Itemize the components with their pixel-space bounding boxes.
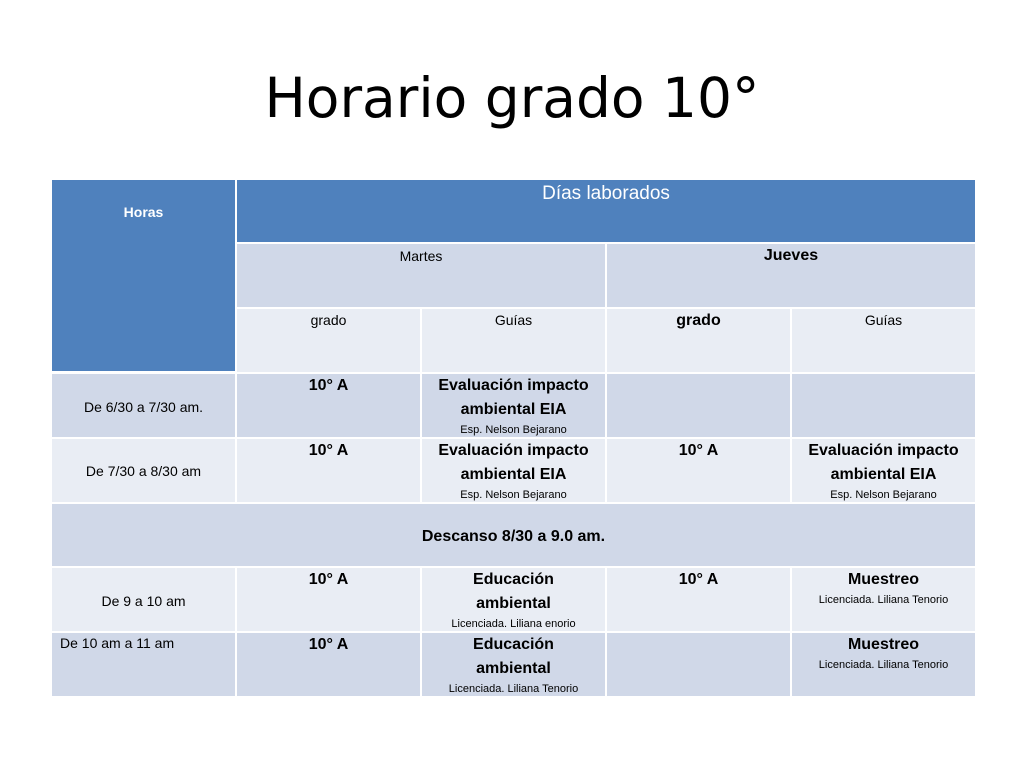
- row-1-hora-label: De 6/30 a 7/30 am.: [83, 399, 204, 415]
- row-4-martes-docente: Licenciada. Liliana Tenorio: [448, 683, 579, 695]
- row-4-jueves-guia: [792, 633, 975, 696]
- header-grado-jueves-label: grado: [676, 312, 721, 329]
- header-jueves-label: Jueves: [763, 247, 819, 264]
- header-martes-label: Martes: [399, 248, 443, 264]
- header-dias-laborados: [237, 180, 975, 242]
- row-2-jueves-guia-label: Evaluación impacto ambiental EIA: [808, 442, 959, 483]
- row-3-hora-label: De 9 a 10 am: [101, 593, 186, 609]
- row-1-martes-grado-label: 10° A: [308, 377, 349, 394]
- row-2-martes-guia-label: Evaluación impacto ambiental EIA: [438, 442, 589, 483]
- row-3-martes-guia-label: Educación ambiental: [473, 571, 554, 612]
- row-4-hora: [52, 633, 235, 696]
- header-horas-label: Horas: [123, 204, 164, 220]
- row-2-martes-grado-label: 10° A: [308, 442, 349, 459]
- row-4-jueves-docente: Licenciada. Liliana Tenorio: [818, 659, 949, 671]
- row-1-hora: [52, 374, 235, 437]
- row-4-jueves-grado: [607, 633, 790, 696]
- header-guias-martes-label: Guías: [494, 312, 533, 328]
- row-3-martes-docente: Licenciada. Liliana enorio: [451, 618, 576, 630]
- row-2-hora-label: De 7/30 a 8/30 am: [85, 463, 202, 479]
- header-guias-jueves: [792, 309, 975, 372]
- header-dias-label: Días laborados: [542, 183, 670, 204]
- row-4-martes-guia-label: Educación ambiental: [473, 636, 554, 677]
- row-2-martes-docente: Esp. Nelson Bejarano: [460, 489, 567, 501]
- row-2-martes-grado: [237, 439, 420, 502]
- row-2-martes-guia: [422, 439, 605, 502]
- row-3-jueves-guia: [792, 568, 975, 631]
- row-3-jueves-guia-label: Muestreo: [847, 571, 920, 588]
- page-title: Horario grado 10°: [264, 66, 760, 130]
- row-1-martes-grado: [237, 374, 420, 437]
- row-3-martes-guia: [422, 568, 605, 631]
- header-grado-martes-label: grado: [310, 312, 347, 328]
- row-4-martes-grado: [237, 633, 420, 696]
- row-1-jueves-guia: [792, 374, 975, 437]
- row-4-hora-label: De 10 am a 11 am: [60, 635, 175, 651]
- row-2-jueves-guia: [792, 439, 975, 502]
- row-3-jueves-grado-label: 10° A: [678, 571, 719, 588]
- row-3-martes-grado: [237, 568, 420, 631]
- row-3-jueves-docente: Licenciada. Liliana Tenorio: [818, 594, 949, 606]
- header-martes: [237, 244, 605, 307]
- header-grado-martes: [237, 309, 420, 372]
- row-4-jueves-guia-label: Muestreo: [847, 636, 920, 653]
- row-3-jueves-grado: [607, 568, 790, 631]
- header-guias-jueves-label: Guías: [864, 312, 903, 328]
- row-1-martes-guia-label: Evaluación impacto ambiental EIA: [438, 377, 589, 418]
- descanso-row: [52, 504, 975, 566]
- descanso-label: Descanso 8/30 a 9.0 am.: [421, 528, 606, 545]
- row-1-martes-docente: Esp. Nelson Bejarano: [460, 424, 567, 436]
- row-3-martes-grado-label: 10° A: [308, 571, 349, 588]
- row-4-martes-guia: [422, 633, 605, 696]
- row-2-jueves-grado: [607, 439, 790, 502]
- row-2-jueves-grado-label: 10° A: [678, 442, 719, 459]
- row-3-hora: [52, 568, 235, 631]
- row-1-martes-guia: [422, 374, 605, 437]
- row-2-hora: [52, 439, 235, 502]
- header-jueves: [607, 244, 975, 307]
- row-2-jueves-docente: Esp. Nelson Bejarano: [830, 489, 937, 501]
- header-grado-jueves: [607, 309, 790, 372]
- header-guias-martes: [422, 309, 605, 372]
- row-4-martes-grado-label: 10° A: [308, 636, 349, 653]
- header-horas: [52, 180, 235, 371]
- row-1-jueves-grado: [607, 374, 790, 437]
